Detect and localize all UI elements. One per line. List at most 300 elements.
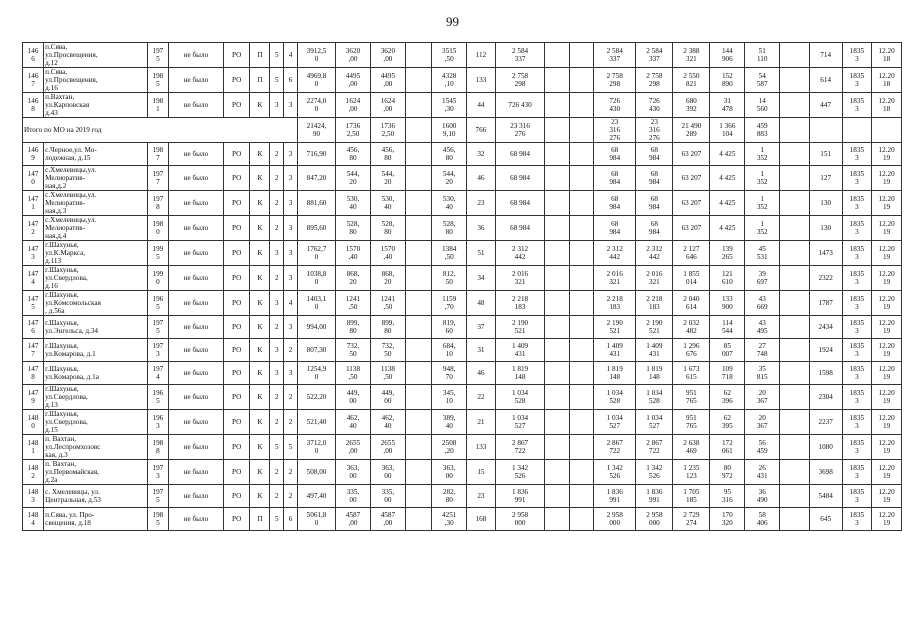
table-cell	[569, 241, 593, 266]
table-cell: не было	[168, 216, 223, 241]
table-cell: 899, 80	[370, 316, 405, 339]
table-cell: 1545 ,30	[432, 93, 467, 118]
table-cell	[569, 191, 593, 216]
table-cell: 148 1	[23, 435, 44, 460]
table-cell: 127	[809, 166, 842, 191]
table-cell: 1835 3	[842, 93, 872, 118]
table-cell	[405, 191, 431, 216]
table-cell: не было	[168, 166, 223, 191]
table-cell: 1 819 148	[495, 362, 545, 385]
table-cell: К	[250, 166, 270, 191]
table-cell: 456, 80	[370, 143, 405, 166]
table-cell: 948, 70	[432, 362, 467, 385]
table-cell: 2 729 274	[673, 508, 710, 531]
table-cell: 148 4	[23, 508, 44, 531]
table-cell: 196 3	[147, 410, 168, 435]
table-cell: 1 296 676	[673, 339, 710, 362]
table-cell	[569, 118, 593, 143]
table-cell: 1 034 528	[636, 385, 673, 410]
table-cell: 43 669	[745, 291, 780, 316]
table-cell: 2	[270, 266, 284, 291]
table-cell: 4	[284, 43, 298, 68]
table-cell: не было	[168, 68, 223, 93]
table-cell: 198 1	[147, 93, 168, 118]
table-cell: К	[250, 385, 270, 410]
table-cell: с.Хмелевицы,ул. Мелиоратив- ная,д.2	[44, 166, 148, 191]
table-cell: не было	[168, 385, 223, 410]
table-cell: 147 5	[23, 291, 44, 316]
table-cell: 530, 40	[336, 191, 371, 216]
table-cell: 2 584 337	[594, 43, 636, 68]
table-cell: 45 531	[745, 241, 780, 266]
table-cell	[405, 216, 431, 241]
table-cell: 868, 20	[336, 266, 371, 291]
table-cell: 2 584 337	[495, 43, 545, 68]
table-cell: 2 127 646	[673, 241, 710, 266]
table-cell: 3	[270, 93, 284, 118]
table-cell: 1736 2,50	[336, 118, 371, 143]
table-cell: 1600 9,10	[432, 118, 467, 143]
table-cell: 196 5	[147, 291, 168, 316]
table-cell: К	[250, 291, 270, 316]
table-cell: с.Хмелевицы,ул. Мелиоратив- ная,д.3	[44, 191, 148, 216]
table-row	[23, 93, 902, 118]
table-cell: 20 367	[745, 410, 780, 435]
table-cell: 544, 20	[432, 166, 467, 191]
table-cell: 2	[284, 339, 298, 362]
table-cell: 1 235 123	[673, 460, 710, 485]
table-cell: 147 0	[23, 166, 44, 191]
table-cell: 456, 80	[432, 143, 467, 166]
table-cell: 147 3	[23, 241, 44, 266]
table-cell: 4 425	[710, 191, 745, 216]
table-cell: 26 431	[745, 460, 780, 485]
table-cell: 726 430	[594, 93, 636, 118]
table-cell: 2434	[809, 316, 842, 339]
table-cell: 1835 3	[842, 435, 872, 460]
table-cell: 2	[270, 485, 284, 508]
table-cell: 198 5	[147, 508, 168, 531]
table-cell: 6	[284, 68, 298, 93]
table-cell: 459 883	[745, 118, 780, 143]
table-cell: 2 550 821	[673, 68, 710, 93]
table-cell: 2	[270, 385, 284, 410]
table-cell: 196 5	[147, 385, 168, 410]
table-cell: г.Шахунья, ул.Комарова, д.1а	[44, 362, 148, 385]
table-cell: К	[250, 316, 270, 339]
table-cell: 198 0	[147, 216, 168, 241]
table-cell: 3	[284, 316, 298, 339]
table-cell: 1835 3	[842, 266, 872, 291]
table-cell: 1 836 991	[594, 485, 636, 508]
table-row	[23, 118, 902, 143]
table-cell	[780, 435, 810, 460]
table-cell: 614	[809, 68, 842, 93]
table-cell: 1384 ,50	[432, 241, 467, 266]
table-cell: 847,20	[297, 166, 335, 191]
table-cell: 63 207	[673, 143, 710, 166]
table-cell: 1 034 528	[495, 385, 545, 410]
table-cell: г.Шахунья, ул.К.Маркса, д.113	[44, 241, 148, 266]
table-body	[23, 43, 902, 531]
table-cell: 133	[467, 68, 496, 93]
table-cell: 3	[284, 216, 298, 241]
table-cell	[405, 460, 431, 485]
table-cell: 1138 ,50	[370, 362, 405, 385]
table-cell: 1835 3	[842, 191, 872, 216]
table-cell: 5061,8 0	[297, 508, 335, 531]
table-cell: 680 392	[673, 93, 710, 118]
table-cell	[780, 362, 810, 385]
table-cell: 807,30	[297, 339, 335, 362]
table-row	[23, 435, 902, 460]
table-cell	[405, 93, 431, 118]
table-cell: 68 984	[636, 143, 673, 166]
table-cell	[405, 410, 431, 435]
table-cell: 3	[270, 339, 284, 362]
table-cell: 68 984	[636, 166, 673, 191]
table-cell: 1598	[809, 362, 842, 385]
table-cell: 68 984	[594, 143, 636, 166]
table-cell: 1 836 991	[495, 485, 545, 508]
table-cell: 2 867 722	[594, 435, 636, 460]
table-cell: 62 395	[710, 410, 745, 435]
table-cell: 21 490 289	[673, 118, 710, 143]
table-cell	[545, 93, 569, 118]
table-cell: РО	[223, 291, 249, 316]
table-cell: 22	[467, 385, 496, 410]
table-cell: 1835 3	[842, 485, 872, 508]
table-cell: не было	[168, 485, 223, 508]
table-cell: 34	[467, 266, 496, 291]
table-cell: 1624 ,00	[370, 93, 405, 118]
table-row	[23, 410, 902, 435]
table-cell: 1 034 527	[636, 410, 673, 435]
table-cell: с.Хмелевицы,ул. Мелиоратив- ная,д.4	[44, 216, 148, 241]
table-cell: 1 819 148	[594, 362, 636, 385]
table-cell: 12.20 19	[872, 435, 902, 460]
table-cell: 2 190 521	[495, 316, 545, 339]
table-cell: 199 5	[147, 241, 168, 266]
table-cell: 23 316 276	[495, 118, 545, 143]
table-row	[23, 166, 902, 191]
table-cell: РО	[223, 266, 249, 291]
table-cell: 714	[809, 43, 842, 68]
table-cell: 148 0	[23, 410, 44, 435]
table-cell: 5	[284, 435, 298, 460]
table-cell: 3620 ,00	[370, 43, 405, 68]
table-cell: 1 034 527	[594, 410, 636, 435]
table-row	[23, 266, 902, 291]
table-cell: 133	[467, 435, 496, 460]
table-cell: 14 560	[745, 93, 780, 118]
table-cell	[569, 43, 593, 68]
table-cell	[405, 316, 431, 339]
table-cell: 12.20 19	[872, 216, 902, 241]
table-cell: 32	[467, 143, 496, 166]
table-cell: 197 3	[147, 460, 168, 485]
table-cell: не было	[168, 508, 223, 531]
table-cell	[405, 118, 431, 143]
table-cell: г.Шахунья, ул.Комарова, д.1	[44, 339, 148, 362]
table-cell	[545, 241, 569, 266]
table-row	[23, 291, 902, 316]
table-cell: 1 409 431	[636, 339, 673, 362]
table-cell	[780, 508, 810, 531]
table-cell: 951 765	[673, 385, 710, 410]
table-cell: п.Сява, ул.Просвещения, д.12	[44, 43, 148, 68]
table-cell: 168	[467, 508, 496, 531]
table-cell: 1835 3	[842, 410, 872, 435]
table-cell	[780, 93, 810, 118]
table-cell: 2508 ,20	[432, 435, 467, 460]
table-cell	[780, 216, 810, 241]
table-cell: 868, 20	[370, 266, 405, 291]
table-cell	[405, 291, 431, 316]
table-cell: 2	[270, 166, 284, 191]
table-cell: 462, 40	[336, 410, 371, 435]
table-cell: 4495 ,00	[370, 68, 405, 93]
table-row	[23, 485, 902, 508]
table-cell: 2	[284, 410, 298, 435]
table-cell: г.Шахунья, ул.Свердлова, д.13	[44, 385, 148, 410]
table-cell	[545, 216, 569, 241]
table-cell: РО	[223, 485, 249, 508]
table-cell: 147 8	[23, 362, 44, 385]
table-cell: 197 7	[147, 166, 168, 191]
table-cell: 2	[270, 316, 284, 339]
table-cell: 2 758 298	[495, 68, 545, 93]
table-cell: 2 638 469	[673, 435, 710, 460]
table-cell: 31	[467, 339, 496, 362]
table-cell: 43 495	[745, 316, 780, 339]
table-cell: 2 032 482	[673, 316, 710, 339]
table-cell: 282, 80	[432, 485, 467, 508]
table-cell: п. Вахтан, ул.Леспромхозовс кая, д.3	[44, 435, 148, 460]
table-cell	[545, 410, 569, 435]
table-cell: 1 855 014	[673, 266, 710, 291]
table-cell: 530, 40	[432, 191, 467, 216]
table-cell: 3	[270, 241, 284, 266]
table-cell: 1138 ,50	[336, 362, 371, 385]
table-cell: 198 7	[147, 143, 168, 166]
table-cell: 2 190 521	[594, 316, 636, 339]
table-cell: 1835 3	[842, 291, 872, 316]
table-cell: 1 409 431	[495, 339, 545, 362]
table-cell	[545, 118, 569, 143]
table-cell: 54 587	[745, 68, 780, 93]
table-cell: К	[250, 485, 270, 508]
table-cell	[569, 68, 593, 93]
table-cell	[780, 143, 810, 166]
table-cell: 63 207	[673, 216, 710, 241]
table-cell: 12.20 19	[872, 316, 902, 339]
table-cell: 2	[270, 460, 284, 485]
table-cell: 528, 80	[370, 216, 405, 241]
table-cell	[569, 385, 593, 410]
table-cell: 147 9	[23, 385, 44, 410]
table-cell: 21424, 90	[297, 118, 335, 143]
table-cell: 2237	[809, 410, 842, 435]
table-cell: 21	[467, 410, 496, 435]
table-cell	[405, 485, 431, 508]
table-cell: 56 459	[745, 435, 780, 460]
table-cell	[780, 410, 810, 435]
table-cell: К	[250, 216, 270, 241]
table-cell: 146 6	[23, 43, 44, 68]
table-cell	[545, 508, 569, 531]
table-cell: 199 0	[147, 266, 168, 291]
table-row	[23, 68, 902, 93]
table-row	[23, 508, 902, 531]
table-cell: 521,40	[297, 410, 335, 435]
table-cell: 58 406	[745, 508, 780, 531]
table-cell	[780, 68, 810, 93]
table-cell: 170 320	[710, 508, 745, 531]
table-cell: 23	[467, 485, 496, 508]
table-cell: 1 352	[745, 143, 780, 166]
table-cell: 31 478	[710, 93, 745, 118]
table-cell: 684, 10	[432, 339, 467, 362]
table-cell: 508,00	[297, 460, 335, 485]
table-cell	[545, 362, 569, 385]
table-cell: 4495 ,00	[336, 68, 371, 93]
table-cell: 139 265	[710, 241, 745, 266]
table-cell: 1835 3	[842, 143, 872, 166]
table-cell: 12.20 19	[872, 266, 902, 291]
table-cell: не было	[168, 143, 223, 166]
table-cell: 4 425	[710, 216, 745, 241]
table-cell: 12.20 19	[872, 410, 902, 435]
table-cell: 133 900	[710, 291, 745, 316]
table-cell: 2 218 183	[594, 291, 636, 316]
table-cell: РО	[223, 410, 249, 435]
table-cell: не было	[168, 362, 223, 385]
table-cell: 121 610	[710, 266, 745, 291]
table-cell: 3620 ,00	[336, 43, 371, 68]
table-cell: 2 218 183	[495, 291, 545, 316]
table-cell: 68 984	[495, 216, 545, 241]
table-cell: 12.20 18	[872, 93, 902, 118]
table-cell	[405, 143, 431, 166]
table-cell: 68 984	[495, 143, 545, 166]
housing-table	[22, 42, 902, 531]
table-cell: 2 958 000	[594, 508, 636, 531]
table-cell	[569, 339, 593, 362]
table-cell: РО	[223, 435, 249, 460]
table-cell: 5484	[809, 485, 842, 508]
table-cell: 198 5	[147, 68, 168, 93]
table-cell: К	[250, 93, 270, 118]
table-cell	[780, 118, 810, 143]
table-cell: 899, 80	[336, 316, 371, 339]
table-cell: 3698	[809, 460, 842, 485]
table-cell: 528, 80	[336, 216, 371, 241]
table-cell: не было	[168, 460, 223, 485]
table-cell	[780, 166, 810, 191]
table-row	[23, 316, 902, 339]
table-cell	[780, 460, 810, 485]
table-cell: г.Шахунья, ул.Свердлова, д.15	[44, 410, 148, 435]
table-cell: 130	[809, 216, 842, 241]
table-cell: 146 8	[23, 93, 44, 118]
table-cell: К	[250, 266, 270, 291]
table-cell: 1 409 431	[594, 339, 636, 362]
table-cell: 1835 3	[842, 68, 872, 93]
table-cell: 147 1	[23, 191, 44, 216]
table-cell: РО	[223, 191, 249, 216]
table-cell: 68 984	[594, 216, 636, 241]
table-cell: 2322	[809, 266, 842, 291]
table-cell	[545, 339, 569, 362]
table-cell: 12.20 18	[872, 43, 902, 68]
table-cell	[780, 339, 810, 362]
table-cell: не было	[168, 410, 223, 435]
table-cell: п. Вахтан, ул.Первомайская, д.2а	[44, 460, 148, 485]
table-cell: 68 984	[636, 216, 673, 241]
table-cell: 3	[284, 241, 298, 266]
table-cell: 12.20 19	[872, 485, 902, 508]
table-cell: 345, 10	[432, 385, 467, 410]
table-cell	[545, 460, 569, 485]
table-cell: 1 352	[745, 216, 780, 241]
table-cell: 2 040 614	[673, 291, 710, 316]
table-cell: 147 4	[23, 266, 44, 291]
table-cell	[569, 93, 593, 118]
table-cell: П	[250, 508, 270, 531]
table-cell: 1159 ,70	[432, 291, 467, 316]
table-cell: 716,90	[297, 143, 335, 166]
table-cell: г.Шахунья, ул.Энгельса, д.34	[44, 316, 148, 339]
table-cell: 63 207	[673, 166, 710, 191]
table-cell: П	[250, 68, 270, 93]
table-cell: 1 352	[745, 191, 780, 216]
table-cell: 522,20	[297, 385, 335, 410]
table-cell: 2	[284, 460, 298, 485]
table-row	[23, 216, 902, 241]
table-cell: 39 697	[745, 266, 780, 291]
table-cell: 5	[270, 435, 284, 460]
table-cell: 528, 80	[432, 216, 467, 241]
table-cell: 80 972	[710, 460, 745, 485]
table-cell: 12.20 19	[872, 362, 902, 385]
table-cell: 530, 40	[370, 191, 405, 216]
table-cell	[569, 435, 593, 460]
table-cell	[545, 485, 569, 508]
table-cell: не было	[168, 43, 223, 68]
table-cell: 1254,9 0	[297, 362, 335, 385]
table-cell: 645	[809, 508, 842, 531]
table-cell: К	[250, 143, 270, 166]
table-cell: с.Черное,ул. Мо- лодежная, д.15	[44, 143, 148, 166]
table-cell: 147 6	[23, 316, 44, 339]
table-cell: 197 3	[147, 339, 168, 362]
table-cell: 197 5	[147, 43, 168, 68]
table-cell: 2	[270, 143, 284, 166]
table-cell: 197 5	[147, 485, 168, 508]
table-cell: 15	[467, 460, 496, 485]
table-cell: 1835 3	[842, 43, 872, 68]
table-cell	[780, 385, 810, 410]
table-cell: 1924	[809, 339, 842, 362]
table-cell: 2 312 442	[594, 241, 636, 266]
table-cell: 36	[467, 216, 496, 241]
table-cell	[405, 166, 431, 191]
table-cell: К	[250, 241, 270, 266]
table-cell: 2 758 298	[636, 68, 673, 93]
table-cell	[545, 191, 569, 216]
table-cell: 151	[809, 143, 842, 166]
